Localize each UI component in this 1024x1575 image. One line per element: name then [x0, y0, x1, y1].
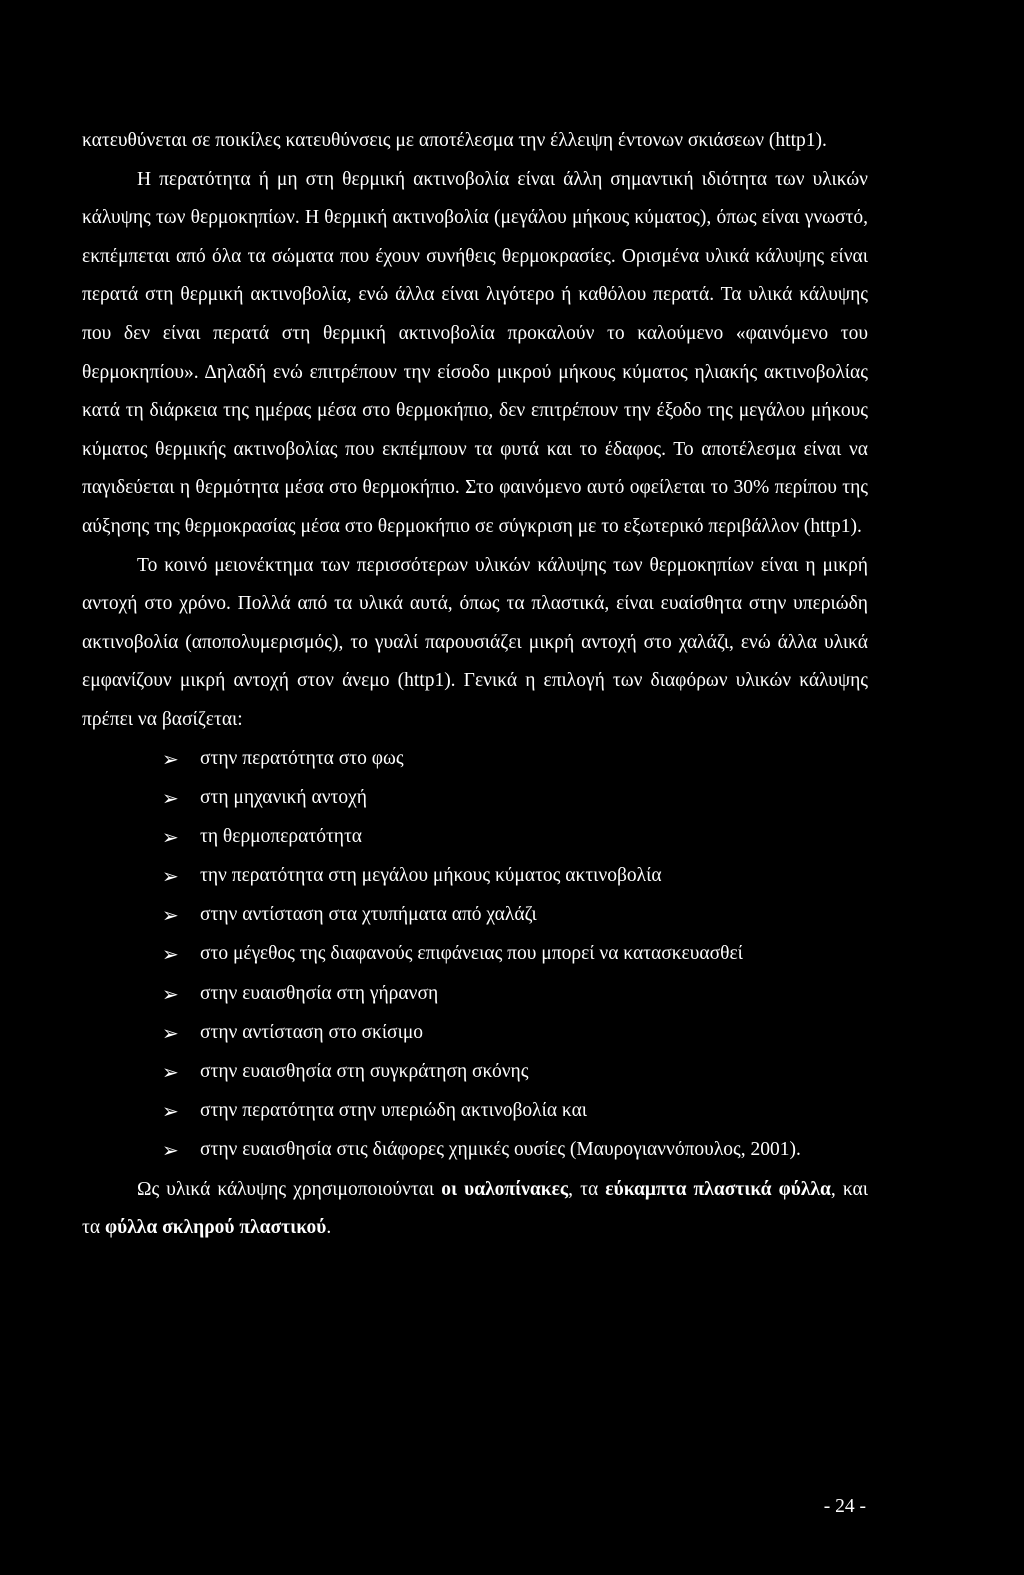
closing-text-4: . [326, 1217, 332, 1239]
list-item-text: στην ευαισθησία στη γήρανση [200, 982, 439, 1004]
list-item-text: στη μηχανική αντοχή [200, 786, 367, 808]
list-item [162, 896, 868, 935]
arrowhead-bullet-icon: ➢ [162, 746, 179, 771]
list-item-text: στο μέγεθος της διαφανούς επιφάνειας που μπορεί να κατασκευασθεί [200, 943, 743, 965]
list-item [162, 1014, 868, 1053]
closing-bold-flexible-plastic: εύκαμπτα πλαστικά φύλλα [605, 1178, 831, 1200]
list-item-text: στην ευαισθησία στις διάφορες χημικές ουσίες (Μαυρογιαννόπουλος, 2001). [200, 1139, 801, 1161]
arrowhead-bullet-icon: ➢ [162, 1020, 179, 1045]
list-item-text: στην περατότητα στο φως [200, 747, 404, 769]
arrowhead-bullet-icon: ➢ [162, 942, 179, 967]
paragraph-durability: Το κοινό μειονέκτημα των περισσότερων υλικών κάλυψης των θερμοκηπίων είναι η μικρή αντοχή στο χρόνο. Πολλά από τα υλικά αυτά, όπως τα πλαστικά, είναι ευαίσθητα στην υπεριώδη ακτινοβολία (αποπολυμερισμός), το γυαλί παρουσιάζει μικρή αντοχή στο χαλάζι, ενώ άλλα υλικά εμφανίζουν μικρή αντοχή στον άνεμο (http1). Γενικά η επιλογή των διαφόρων υλικών κάλυψης πρέπει να βασίζεται: [82, 554, 868, 730]
list-item-text: στην ευαισθησία στη συγκράτηση σκόνης [200, 1061, 529, 1082]
closing-text-1: Ως υλικά κάλυψης χρησιμοποιούνται [137, 1178, 442, 1200]
arrowhead-bullet-icon: ➢ [162, 824, 179, 849]
closing-text-2: , τα [568, 1178, 606, 1200]
closing-bold-glass-panes: οι υαλοπίνακες [441, 1178, 569, 1200]
list-item [162, 818, 868, 857]
list-item [162, 975, 868, 1014]
closing-bold-rigid-plastic: φύλλα σκληρού πλαστικού [104, 1217, 327, 1239]
arrowhead-bullet-icon: ➢ [162, 1099, 179, 1124]
paragraph-continuation: κατευθύνεται σε ποικίλες κατευθύνσεις με αποτέλεσμα την έλλειψη έντονων σκιάσεων (http1). [82, 130, 827, 151]
body-text [82, 122, 868, 1248]
list-item-text: στην αντίσταση στο σκίσιμο [200, 1021, 424, 1043]
list-item [162, 1053, 868, 1092]
list-item [162, 857, 868, 896]
list-item-text: στην αντίσταση στα χτυπήματα από χαλάζι [200, 904, 537, 926]
arrowhead-bullet-icon: ➢ [162, 1060, 179, 1084]
arrowhead-bullet-icon: ➢ [162, 1138, 179, 1163]
arrowhead-bullet-icon: ➢ [162, 981, 179, 1006]
list-item-text: στην περατότητα στην υπεριώδη ακτινοβολία και [200, 1100, 588, 1122]
arrowhead-bullet-icon: ➢ [162, 903, 179, 928]
arrowhead-bullet-icon: ➢ [162, 864, 179, 889]
list-item [162, 779, 868, 818]
list-item [162, 935, 868, 974]
paragraph-covering-materials [82, 1171, 868, 1248]
arrowhead-bullet-icon: ➢ [162, 785, 179, 810]
list-item [162, 1092, 868, 1131]
list-item-text: τη θερμοπερατότητα [200, 825, 363, 847]
list-item-text: την περατότητα στη μεγάλου μήκους κύματος ακτινοβολία [200, 865, 662, 887]
selection-criteria-list [82, 740, 868, 1170]
paragraph-thermal-radiation: Η περατότητα ή μη στη θερμική ακτινοβολία είναι άλλη σημαντική ιδιότητα των υλικών κάλυψης των θερμοκηπίων. Η θερμική ακτινοβολία (μεγάλου μήκους κύματος), όπως είναι γνωστό, εκπέμπεται από όλα τα σώματα που έχουν συνήθεις θερμοκρασίες. Ορισμένα υλικά κάλυψης είναι περατά στη θερμική ακτινοβολία, ενώ άλλα είναι λιγότερο ή καθόλου περατά. Τα υλικά κάλυψης που δεν είναι περατά στη θερμική ακτινοβολία προκαλούν το καλούμενο «φαινόμενο του θερμοκηπίου». Δηλαδή ενώ επιτρέπουν την είσοδο μικρού μήκους κύματος ηλιακής ακτινοβολίας κατά τη διάρκεια της ημέρας μέσα στο θερμοκήπιο, δεν επιτρέπουν την έξοδο της μεγάλου μήκους κύματος θερμικής ακτινοβολίας που εκπέμπουν τα φυτά και το έδαφος. Το αποτέλεσμα είναι να παγιδεύεται η θερμότητα μέσα στο θερμοκήπιο. Στο φαινόμενο αυτό οφείλεται το 30% περίπου της αύξησης της θερμοκρασίας μέσα στο θερμοκήπιο σε σύγκριση με το εξωτερικό περιβάλλον (http1). [82, 168, 868, 537]
list-item [162, 740, 868, 779]
list-item [162, 1131, 868, 1170]
closing-text-3: , και τα [82, 1178, 869, 1239]
page-number: - 24 - [823, 1496, 866, 1517]
